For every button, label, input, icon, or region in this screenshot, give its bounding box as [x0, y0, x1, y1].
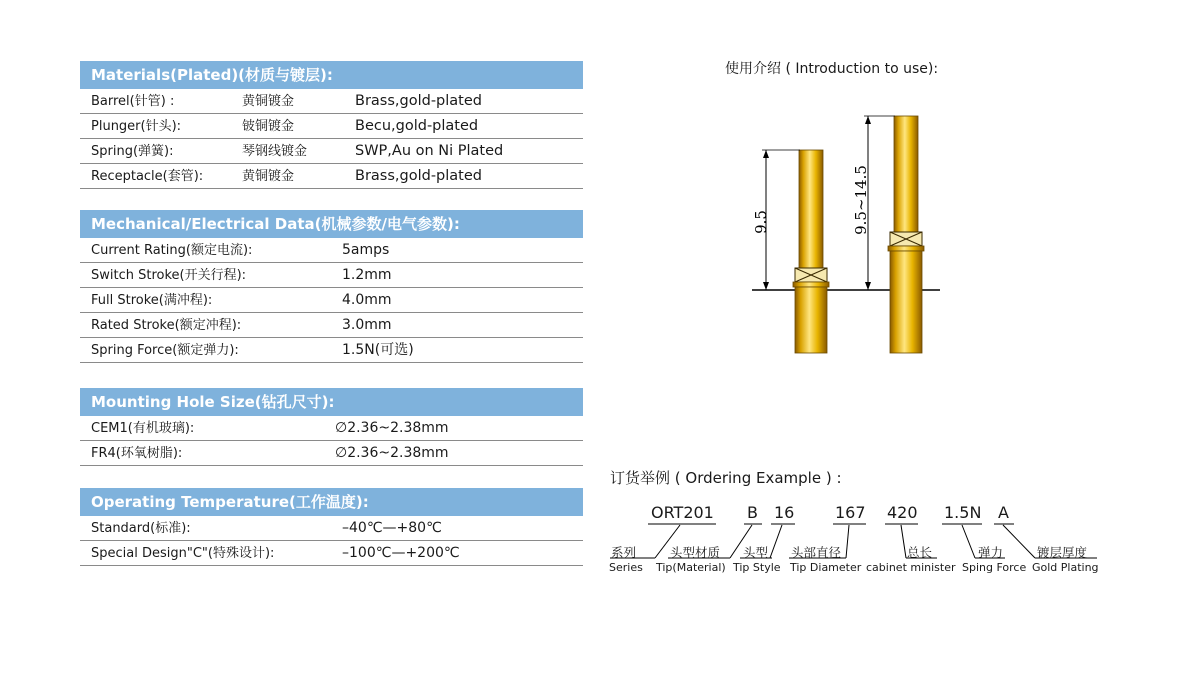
dim-left-label: 9.5	[752, 210, 770, 234]
intro-title: 使用介绍 ( Introduction to use):	[725, 61, 939, 77]
row-value: 4.0mm	[342, 292, 392, 308]
table-row	[80, 516, 583, 541]
materials-header: Materials(Plated)(材质与镀层):	[80, 61, 583, 89]
order-label-cn-length: 总长	[907, 545, 933, 560]
row-label: Plunger(针头):	[91, 119, 182, 134]
table-row	[80, 313, 583, 338]
order-label-cn-tip-material: 头型材质	[670, 545, 721, 560]
row-label: Standard(标准):	[91, 521, 191, 536]
materials-section	[80, 61, 583, 189]
row-label: CEM1(有机玻璃):	[91, 421, 195, 436]
row-value-cn: 黄铜镀金	[242, 94, 295, 109]
temperature-header: Operating Temperature(工作温度):	[80, 488, 583, 516]
table-row	[80, 441, 583, 466]
row-value-cn: 黄铜镀金	[242, 169, 295, 184]
row-label: Barrel(针管) :	[91, 94, 175, 109]
order-label-en-tip-material: Tip(Material)	[656, 561, 726, 574]
mounting-section	[80, 388, 583, 466]
order-label-cn-spring-force: 弹力	[978, 545, 1004, 560]
order-code-tip-diameter: 167	[835, 503, 866, 522]
row-label: Receptacle(套管):	[91, 169, 204, 184]
mechanical-section	[80, 210, 583, 363]
row-value: 1.2mm	[342, 267, 392, 283]
table-row	[80, 338, 583, 363]
row-label: FR4(环氧树脂):	[91, 446, 183, 461]
row-value-en: Brass,gold-plated	[355, 93, 482, 109]
order-code-tip-style: 16	[774, 503, 795, 522]
row-label: Switch Stroke(开关行程):	[91, 268, 247, 283]
order-label-cn-plating: 镀层厚度	[1037, 545, 1088, 560]
table-row	[80, 288, 583, 313]
row-label: Current Rating(额定电流):	[91, 243, 253, 258]
table-row	[80, 238, 583, 263]
row-value-en: Becu,gold-plated	[355, 118, 479, 134]
temperature-section	[80, 488, 583, 566]
mounting-header: Mounting Hole Size(钻孔尺寸):	[80, 388, 583, 416]
table-row	[80, 541, 583, 566]
dim-right-label: 9.5~14.5	[852, 165, 870, 235]
order-label-cn-series: 系列	[611, 545, 637, 560]
order-label-cn-tip-style: 头型	[743, 545, 769, 560]
order-code-tip-material: B	[747, 503, 758, 522]
table-row	[80, 139, 583, 164]
row-value: 5amps	[342, 242, 390, 258]
row-value: ∅2.36~2.38mm	[335, 445, 449, 461]
order-code-plating: A	[998, 503, 1009, 522]
row-label: Special Design"C"(特殊设计):	[91, 546, 275, 561]
probe-diagram	[740, 100, 940, 360]
order-label-cn-tip-diameter: 头部直径	[791, 545, 842, 560]
table-row	[80, 114, 583, 139]
table-row	[80, 416, 583, 441]
row-value-en: SWP,Au on Ni Plated	[355, 143, 504, 159]
table-row	[80, 89, 583, 114]
order-label-en-series: Series	[609, 561, 643, 574]
order-label-en-tip-diameter: Tip Diameter	[790, 561, 862, 574]
row-value-cn: 琴钢线镀金	[242, 144, 308, 159]
order-code-length: 420	[887, 503, 918, 522]
probe-right	[888, 116, 924, 353]
row-value: –40℃—+80℃	[342, 520, 442, 536]
row-label: Spring Force(额定弹力):	[91, 343, 239, 358]
row-label: Full Stroke(满冲程):	[91, 293, 213, 308]
row-label: Rated Stroke(额定冲程):	[91, 318, 242, 333]
table-row	[80, 164, 583, 189]
row-value-en: Brass,gold-plated	[355, 168, 482, 184]
order-code-series: ORT201	[651, 503, 714, 522]
row-value: 3.0mm	[342, 317, 392, 333]
row-value: ∅2.36~2.38mm	[335, 420, 449, 436]
order-code-spring-force: 1.5N	[944, 503, 982, 522]
row-label: Spring(弹簧):	[91, 144, 174, 159]
probe-left	[793, 150, 829, 353]
row-value-cn: 铍铜镀金	[242, 119, 295, 134]
mechanical-header: Mechanical/Electrical Data(机械参数/电气参数):	[80, 210, 583, 238]
table-row	[80, 263, 583, 288]
ordering-title: 订货举例 ( Ordering Example ) :	[610, 469, 842, 487]
row-value: 1.5N(可选)	[342, 342, 414, 358]
order-label-en-tip-style: Tip Style	[733, 561, 781, 574]
order-label-en-plating: Gold Plating	[1032, 561, 1099, 574]
order-label-en-length: cabinet minister	[866, 561, 956, 574]
order-label-en-spring-force: Sping Force	[962, 561, 1027, 574]
row-value: –100℃—+200℃	[342, 545, 460, 561]
